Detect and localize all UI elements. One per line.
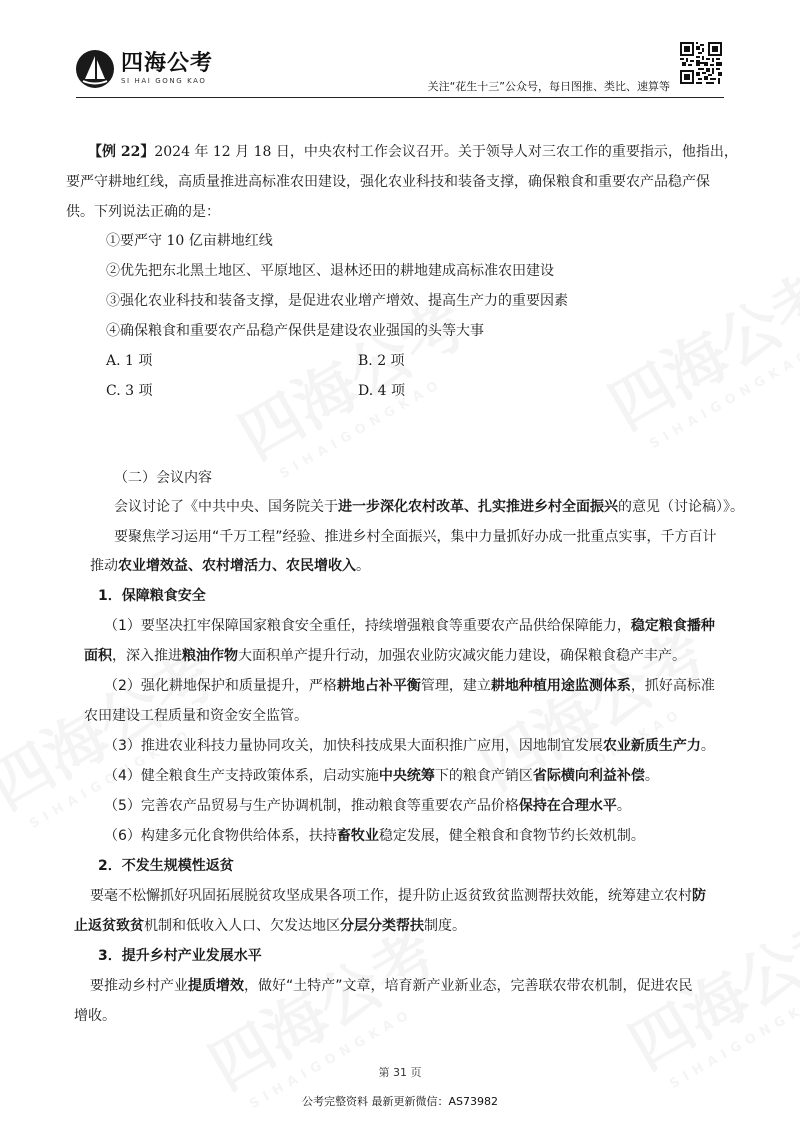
option-b[interactable]: B. 2 项 [358, 353, 405, 369]
watermark [591, 245, 800, 459]
paragraph-line: （3）推进农业科技力量协同攻关，加快科技成果大面积推广应用，因地制宜发展农业新质生产力。 [104, 738, 715, 754]
paragraph-line: 要毫不松懈抓好巩固拓展脱贫攻坚成果各项工作，提升防止返贫致贫监测帮扶效能，统筹建立农村防 [90, 888, 706, 904]
watermark [191, 905, 458, 1119]
paragraph-line: （5）完善农产品贸易与生产协调机制，推动粮食等重要农产品价格保持在合理水平。 [104, 798, 631, 814]
section-heading: （二）会议内容 [114, 470, 212, 486]
statement-item: ②优先把东北黑土地区、平原地区、退林还田的耕地建成高标准农田建设 [106, 263, 554, 279]
header-tagline: 关注“花生十三”公众号，每日图推、类比、速算等 [427, 80, 670, 93]
subheading-3: 3．提升乡村产业发展水平 [98, 948, 262, 964]
statement-item: ④确保粮食和重要农产品稳产保供是建设农业强国的头等大事 [106, 323, 484, 339]
subheading-1: 1．保障粮食安全 [98, 588, 206, 604]
paragraph-line: 推动农业增效益、农村增活力、农民增收入。 [90, 558, 370, 574]
option-d[interactable]: D. 4 项 [358, 383, 405, 399]
page-header [0, 0, 800, 104]
paragraph-line: 面积，深入推进粮油作物大面积单产提升行动，加强农业防灾减灾能力建设，确保粮食稳产丰产。 [84, 648, 686, 664]
question-stem-line: 供。下列说法正确的是： [66, 204, 220, 220]
paragraph-line: 止返贫致贫机制和低收入人口、欠发达地区分层分类帮扶制度。 [74, 918, 466, 934]
logo-english: SI HAI GONG KAO [121, 77, 207, 85]
question-stem-line: 【例 22】2024 年 12 月 18 日，中央农村工作会议召开。关于领导人对三农工作的重要指示，他指出， [88, 144, 738, 160]
paragraph-line: 增收。 [74, 1008, 116, 1024]
paragraph-line: （2）强化耕地保护和质量提升，严格耕地占补平衡管理，建立耕地种植用途监测体系，抓好高标准 [104, 678, 715, 694]
header-divider [76, 97, 724, 98]
statement-item: ①要严守 10 亿亩耕地红线 [106, 233, 273, 249]
paragraph-line: 要聚焦学习运用“千万工程”经验、推进乡村全面振兴，集中力量抓好办成一批重点实事，千方百计 [114, 529, 717, 545]
brand-logo [76, 50, 213, 88]
statement-item: ③强化农业科技和装备支撑，是促进农业增产增效、提高生产力的重要因素 [106, 293, 568, 309]
paragraph-line: （1）要坚决扛牢保障国家粮食安全重任，持续增强粮食等重要农产品供给保障能力，稳定粮食播种 [104, 618, 715, 634]
paragraph-line: （6）构建多元化食物供给体系，扶持畜牧业稳定发展，健全粮食和食物节约长效机制。 [104, 828, 645, 844]
subheading-2: 2．不发生规模性返贫 [98, 858, 234, 874]
qr-code-icon[interactable] [680, 42, 722, 84]
page-number: 第 31 页 [378, 1066, 422, 1079]
option-a[interactable]: A. 1 项 [106, 353, 153, 369]
sail-logo-icon [76, 50, 114, 88]
question-stem-line: 要严守耕地红线，高质量推进高标准农田建设，强化农业科技和装备支撑，确保粮食和重要农产品稳产保 [66, 174, 710, 190]
logo-chinese: 四海公考 [121, 51, 214, 76]
example-tag: 【例 22】 [88, 144, 155, 160]
paragraph-line: 会议讨论了《中共中央、国务院关于进一步深化农村改革、扎实推进乡村全面振兴的意见（讨论稿）》。 [114, 499, 744, 515]
paragraph-line: 要推动乡村产业提质增效，做好“土特产”文章，培育新产业新业态，完善联农带农机制，促进农民 [90, 978, 693, 994]
paragraph-line: （4）健全粮食生产支持政策体系，启动实施中央统筹下的粮食产销区省际横向利益补偿。 [104, 768, 659, 784]
paragraph-line: 农田建设工程质量和资金安全监管。 [84, 708, 308, 724]
option-c[interactable]: C. 3 项 [106, 383, 153, 399]
footer-note: 公考完整资料 最新更新微信：AS73982 [302, 1095, 498, 1108]
watermark [461, 605, 728, 819]
